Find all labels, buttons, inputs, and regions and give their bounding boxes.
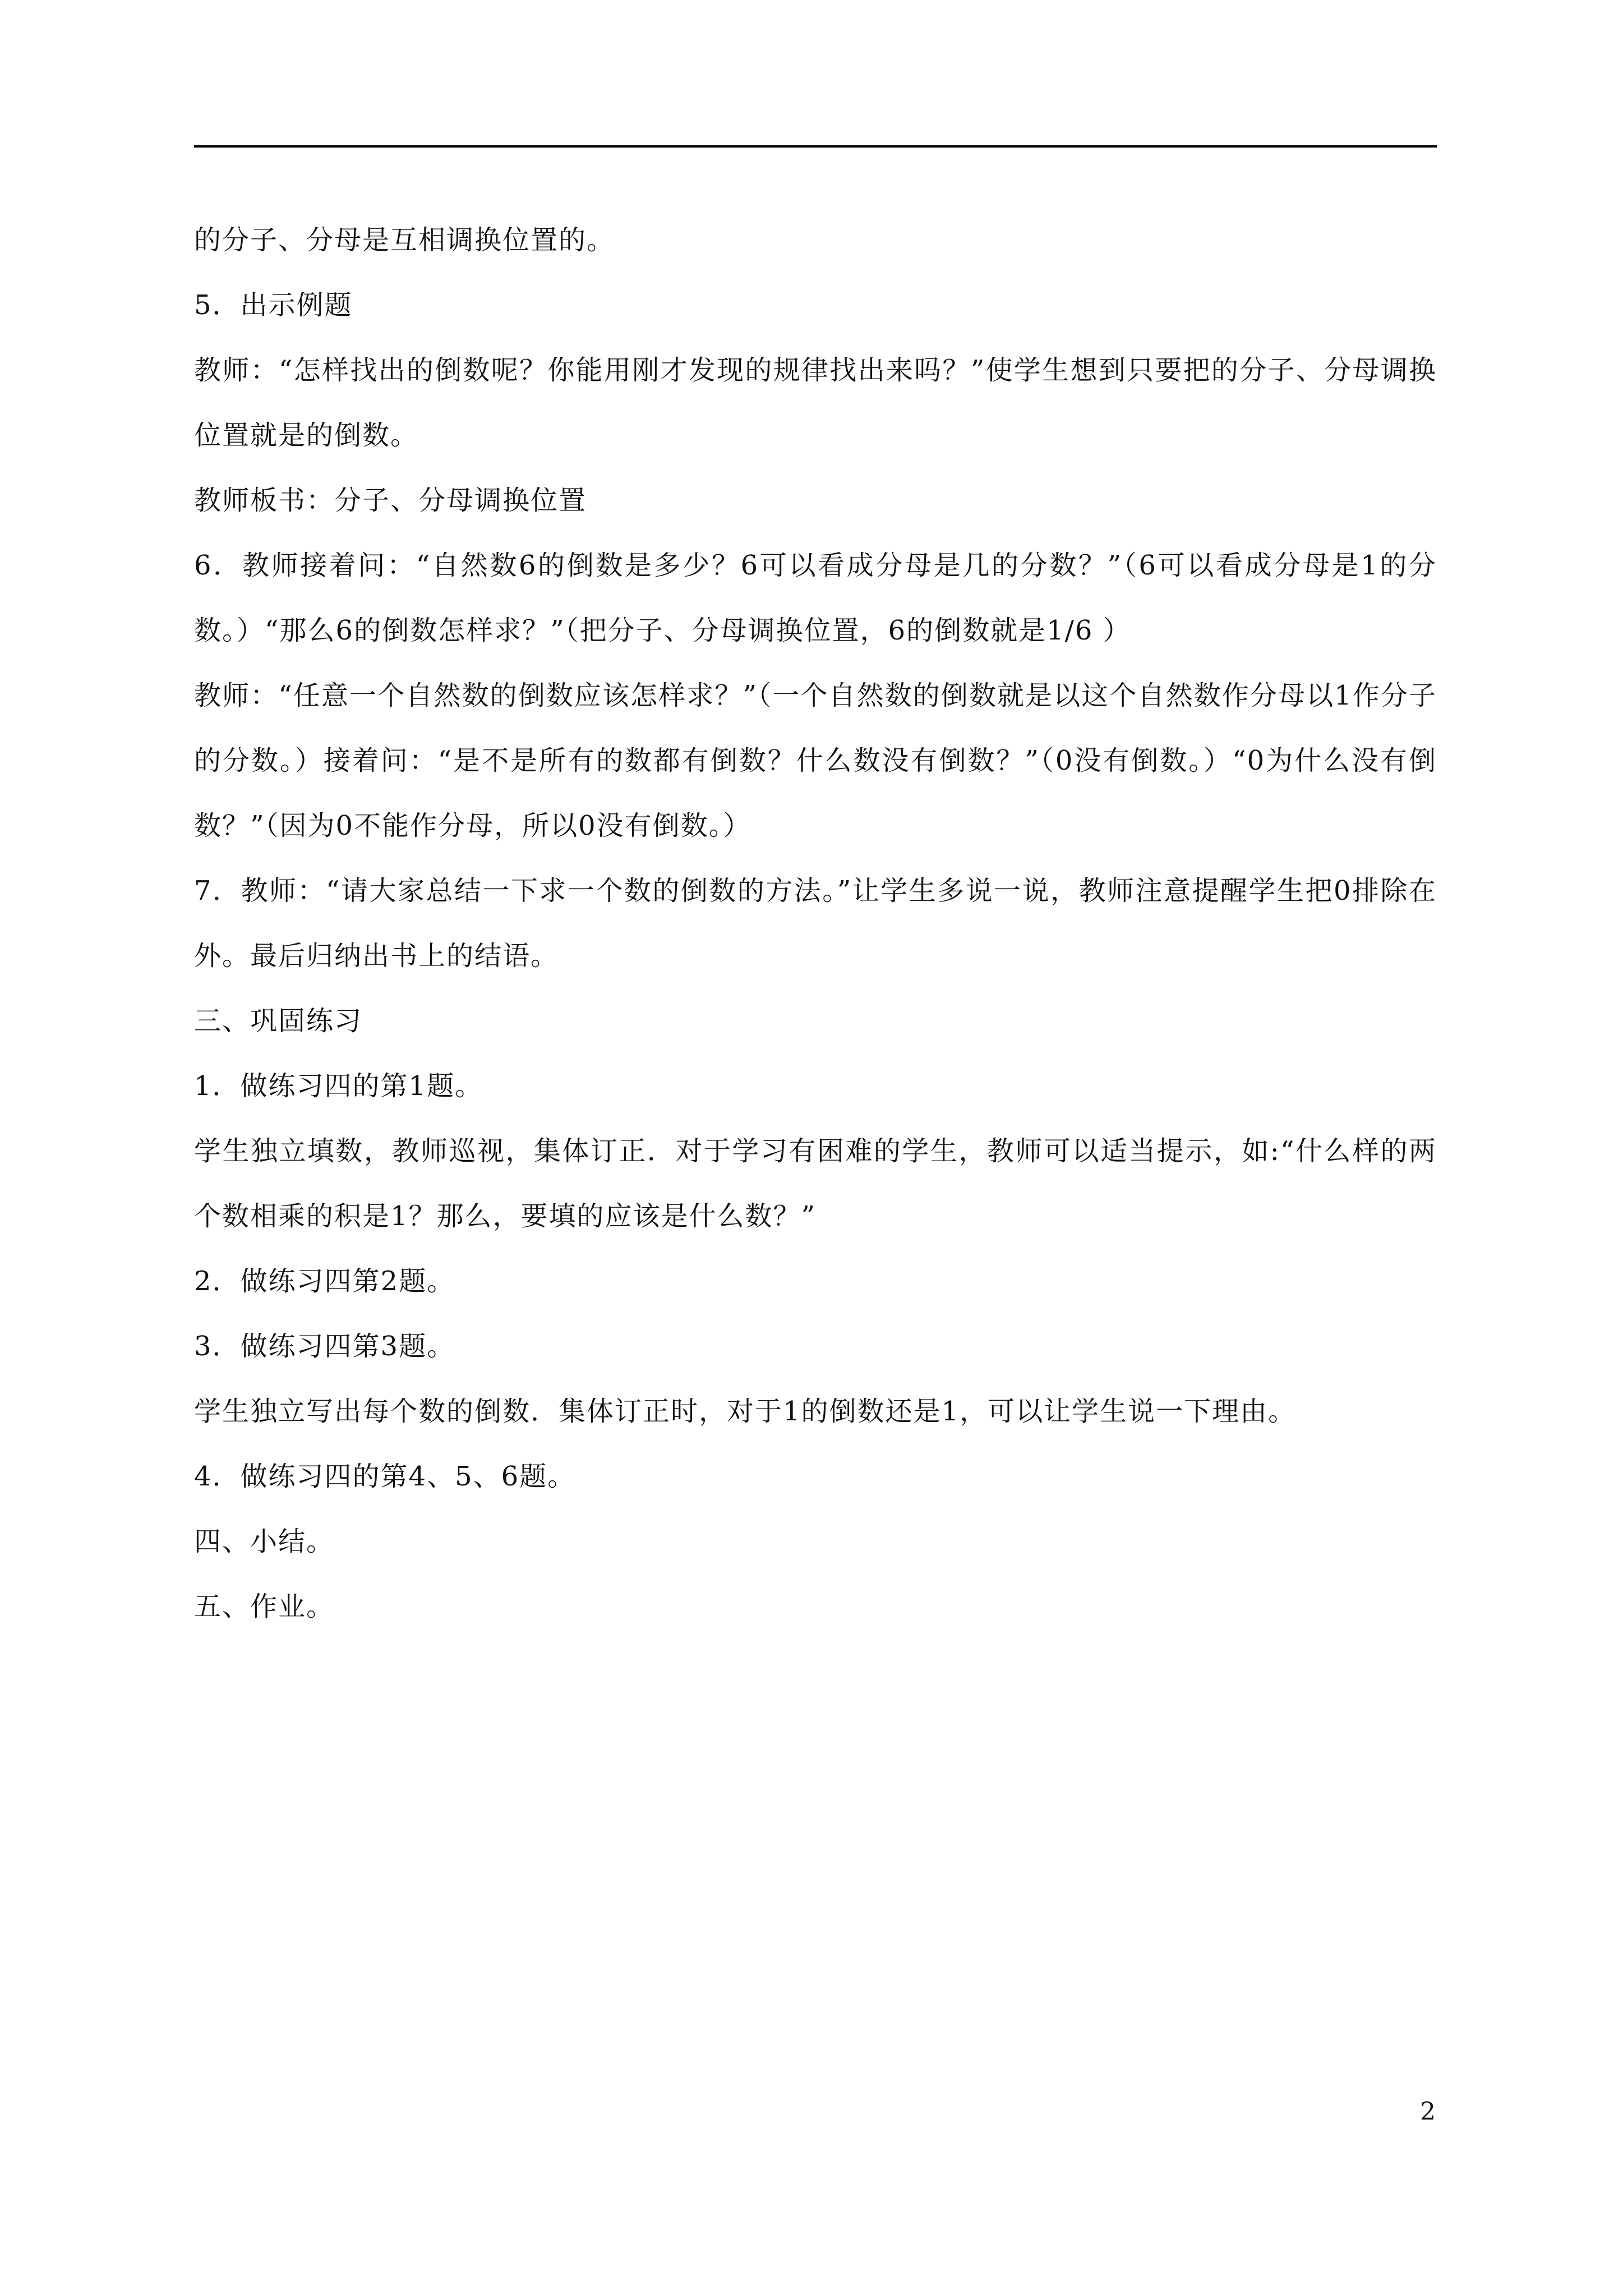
document-body (194, 208, 1437, 1639)
paragraph-12: 3．做练习四第3题。 (194, 1331, 455, 1362)
section-heading-summary: 四、小结。 (194, 1526, 335, 1557)
section-heading-homework: 五、作业。 (194, 1591, 335, 1622)
paragraph-9: 1．做练习四的第1题。 (194, 1070, 483, 1102)
paragraph-1: 的分子、分母是互相调换位置的。 (194, 224, 615, 256)
section-heading-practice: 三、巩固练习 (194, 1005, 363, 1037)
paragraph-2: 5．出示例题 (194, 289, 353, 321)
paragraph-11: 2．做练习四第2题。 (194, 1266, 455, 1297)
paragraph-4: 教师板书：分子、分母调换位置 (194, 485, 587, 516)
paragraph-5: 6．教师接着问：“自然数6的倒数是多少？6可以看成分母是几的分数？”（6可以看成分母是1的分数。）“那么6的倒数怎样求？”（把分子、分母调换位置，6的倒数就是1/6 ） (194, 550, 1437, 646)
page-number: 2 (1420, 2097, 1436, 2126)
paragraph-14: 4．做练习四的第4、5、6题。 (194, 1461, 576, 1492)
header-rule (194, 145, 1437, 148)
paragraph-13: 学生独立写出每个数的倒数．集体订正时，对于1的倒数还是1，可以让学生说一下理由。 (194, 1396, 1297, 1427)
paragraph-10: 学生独立填数，教师巡视，集体订正．对于学习有困难的学生，教师可以适当提示，如:“什么样的两个数相乘的积是1？那么，要填的应该是什么数？” (194, 1135, 1437, 1232)
paragraph-6: 教师：“任意一个自然数的倒数应该怎样求？”（一个自然数的倒数就是以这个自然数作分母以1作分子的分数。）接着问：“是不是所有的数都有倒数？什么数没有倒数？”（0没有倒数。）“0为什么没有倒数？”（因为0不能作分母，所以0没有倒数。） (194, 680, 1437, 841)
paragraph-3: 教师：“怎样找出的倒数呢？你能用刚才发现的规律找出来吗？”使学生想到只要把的分子、分母调换位置就是的倒数。 (194, 355, 1437, 451)
paragraph-7: 7．教师：“请大家总结一下求一个数的倒数的方法。”让学生多说一说，教师注意提醒学生把0排除在外。最后归纳出书上的结语。 (194, 875, 1437, 972)
